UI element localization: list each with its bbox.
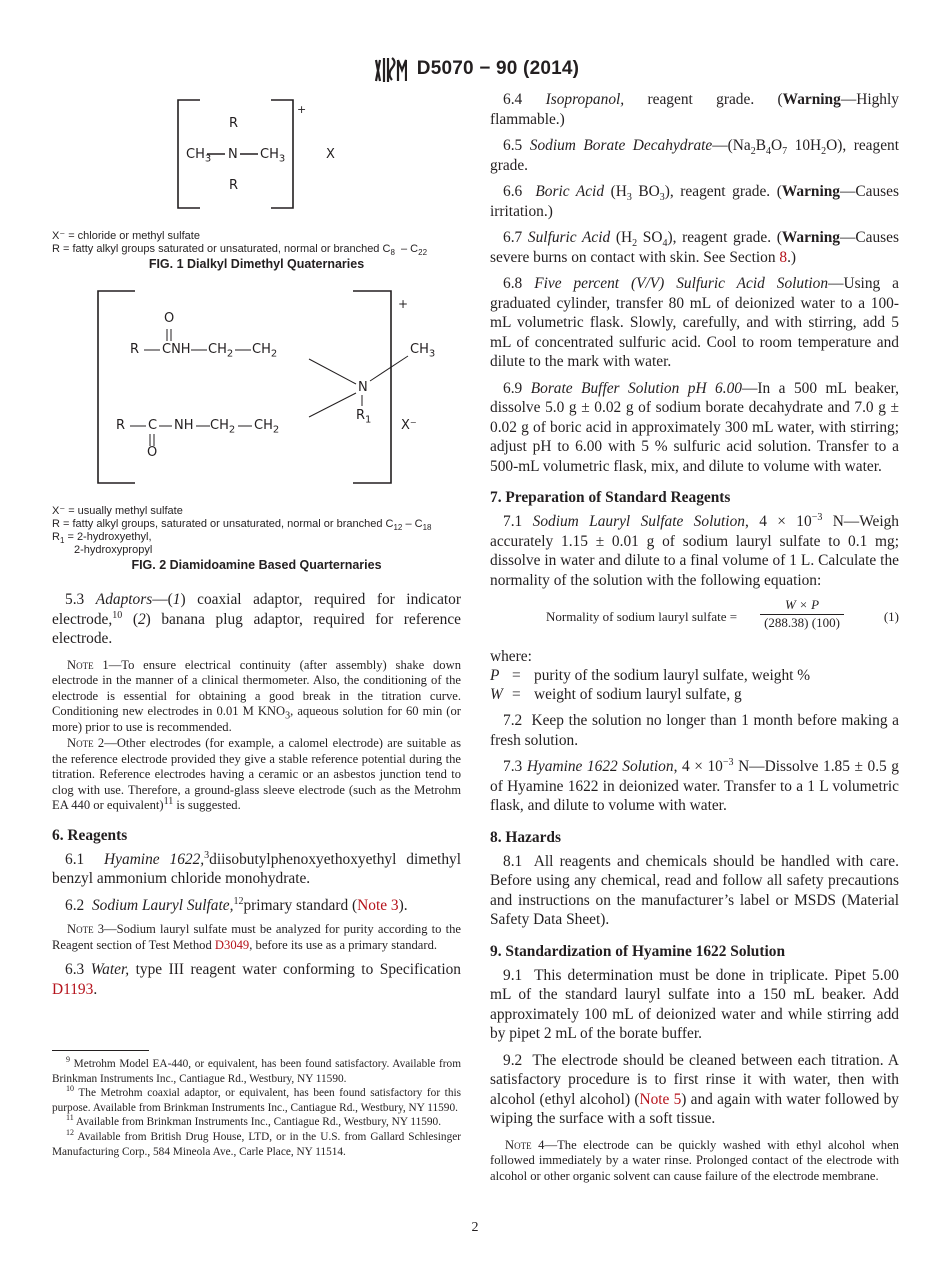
- fig1-ch3-right: $CH_3$: [260, 147, 286, 165]
- fig2-r1: $R_1$: [356, 408, 372, 426]
- fig2-legend-line: R = fatty alkyl groups, saturated or unsaturated, normal or branched $C_{12} - C_{18}$: [52, 518, 432, 533]
- fig1-r-bottom: R: [229, 178, 239, 193]
- note-4: Note 4—The electrode can be quickly washed with ethyl alcohol when followed immediately by a water rinse. Prolonged contact of the electrode with alcohol or other organic solvent can cause failure of the electrode membrane.: [490, 1137, 899, 1183]
- paragraph-9-2: 9.2 The electrode should be cleaned between each titration. A satisfactory procedure is to first rinse it with water, then with alcohol (ethyl alcohol) (Note 5) and again with water followed by wiping the surface with a soft tissue.: [490, 1051, 899, 1127]
- footnotes: [52, 1050, 461, 1159]
- fig1-legend-line: R = fatty alkyl groups saturated or unsaturated, normal or branched $C_8 - C_{22}$: [52, 243, 428, 258]
- fig1-ch3-left: $CH_3$: [186, 147, 212, 165]
- paragraph-8-1: 8.1 All reagents and chemicals should be handled with care. Before using any chemical, read and follow all safety precautions and instructions on the manufacturer’s label or MSDS (Material Safety Data Sheet).: [490, 852, 899, 928]
- document-designation: D5070 − 90 (2014): [416, 58, 580, 79]
- footnote-10: $^{10}$ The Metrohm coaxial adaptor, or equivalent, has been found satisfactory for this purpose. Available from Brinkman Instruments Inc., Cantiague Rd., Westbury, NY 11590.: [52, 1084, 461, 1114]
- paragraph-7-1: 7.1 Sodium Lauryl Sulfate Solution, $4 \times 10^{-3}$ N—Weigh accurately 1.15 ± 0.01 g of sodium lauryl sulfate to 0.1 mg; dissolve in water and dilute to a final volume of 1 L. Calculate the normality of the solution with the following equation:: [490, 511, 899, 589]
- equation-denominator: (288.38) (100): [764, 615, 840, 630]
- equation-number: (1): [883, 609, 899, 624]
- fig1-caption: FIG. 1 Dialkyl Dimethyl Quaternaries: [148, 257, 365, 271]
- paragraph-6-3: 6.3 Water, type III reagent water conforming to Specification D1193.: [52, 961, 461, 998]
- right-column: [490, 90, 899, 1185]
- section-heading-8: 8. Hazards: [490, 828, 561, 846]
- fig2-r-row2: R: [116, 418, 126, 433]
- fig2-ch2-c: $CH_2$: [210, 418, 236, 436]
- figure-2: [52, 283, 461, 505]
- paragraph-5-3: 5.3 Adaptors—(1) coaxial adaptor, required for indicator electrode,$^{10}$ (2) banana plug adaptor, required for reference electrode.: [52, 591, 461, 647]
- paragraph-6-4: 6.4 Isopropanol, reagent grade. (Warning—Highly flammable.): [490, 91, 899, 128]
- fig1-charge: +: [297, 103, 307, 116]
- footnote-divider: [52, 1050, 149, 1051]
- equation-numerator: W × P: [760, 597, 844, 615]
- page-header: [0, 54, 950, 84]
- footnote-9: $^9$ Metrohm Model EA-440, or equivalent, has been found satisfactory. Available from Brinkman Instruments Inc., Cantiague Rd., Westbury, NY 11590.: [52, 1055, 461, 1085]
- d1193-link[interactable]: D1193: [52, 980, 94, 998]
- paragraph-6-7: 6.7 Sulfuric Acid ($H_2$ $SO_4$), reagent grade. (Warning—Causes severe burns on contact with skin. See Section 8.): [490, 229, 899, 266]
- definition-row: P = purity of the sodium lauryl sulfate, weight %: [490, 667, 811, 684]
- fig2-o-bottom: O: [147, 445, 158, 460]
- variable-definitions: [490, 666, 899, 704]
- equation-fraction: [760, 597, 844, 631]
- note-2: Note 2—Other electrodes (for example, a calomel electrode) are suitable as the reference electrode provided they give a stable reference potential during the titration. Reference electrodes having a ceramic or an asbestos junction tend to clog with use. Therefore, a ground-glass sleeve electrode (such as the Metrohm EA 440 or equivalent)$^{11}$ is suggested.: [52, 736, 461, 812]
- fig2-legend-line: X⁻ = usually methyl sulfate: [52, 505, 183, 517]
- paragraph-6-5: 6.5 Sodium Borate $Decahydrate—(Na_2B_4O_7$ $10H_2O$), reagent grade.: [490, 137, 899, 174]
- paragraph-6-9: 6.9 Borate Buffer Solution pH 6.00—In a 500 mL beaker, dissolve 5.0 g ± 0.02 g of sodium borate decahydrate and 7.0 g ± 0.02 g of boric acid in approximately 300 mL water, with stirring; adjust pH to 6.00 with 5 % sulfuric acid solution. Transfer to a 500-mL volumetric flask, mix, and dilute to volume with water.: [490, 379, 900, 475]
- fig2-caption: FIG. 2 Diamidoamine Based Quarternaries: [131, 558, 382, 572]
- footnote-12: $^{12}$ Available from British Drug House, LTD, or in the U.S. from Gallard Schlesinger Manufacturing Corp., 584 Mineola Ave., Carle Place, NY 11514.: [52, 1128, 461, 1158]
- paragraph-9-1: 9.1 This determination must be done in triplicate. Pipet 5.00 mL of the standard lauryl sulfate into a 150 mL beaker. Add approximately 100 mL of deionized water and while stirring add by pipet 2 mL of the borate buffer.: [490, 966, 899, 1042]
- paragraph-7-2: 7.2 Keep the solution no longer than 1 month before making a fresh solution.: [490, 712, 899, 749]
- fig1-n: N: [228, 147, 238, 162]
- footnote-11: $^{11}$ Available from Brinkman Instruments Inc., Cantiague Rd., Westbury, NY 11590.: [66, 1113, 442, 1129]
- footnote-ref-11[interactable]: 11: [163, 795, 174, 807]
- note-3: Note 3—Sodium lauryl sulfate must be analyzed for purity according to the Reagent section of Test Method D3049, before its use as a primary standard.: [52, 922, 461, 952]
- section-heading-6: 6. Reagents: [52, 826, 128, 844]
- figure-1: [52, 90, 461, 230]
- astm-logo-icon: [371, 54, 407, 84]
- note-3-link[interactable]: Note 3: [357, 896, 399, 914]
- fig2-counter-ion: X⁻: [401, 418, 417, 433]
- fig2-ch2-b: $CH_2$: [252, 342, 278, 360]
- equation-lhs: Normality of sodium lauryl sulfate =: [546, 609, 738, 624]
- d3049-link[interactable]: D3049: [214, 937, 250, 952]
- section-8-link[interactable]: 8: [779, 248, 788, 266]
- fig2-nh: NH: [174, 418, 194, 433]
- paragraph-6-2: 6.2 Sodium Lauryl Sulfate,$^{12}$primary standard (Note 3).: [65, 895, 408, 914]
- fig1-counter-ion: X: [326, 147, 335, 162]
- footnote-ref-12[interactable]: 12: [233, 895, 244, 907]
- fig2-c: C: [148, 418, 158, 433]
- equation-1: [490, 597, 899, 639]
- section-heading-7: 7. Preparation of Standard Reagents: [490, 489, 731, 506]
- fig2-legend-line: $R_1$ = 2-hydroxyethyl,: [52, 531, 152, 546]
- fig1-r-top: R: [229, 116, 239, 131]
- note-5-link[interactable]: Note 5: [639, 1090, 682, 1108]
- fig2-legend-line: 2-hydroxypropyl: [74, 544, 153, 556]
- fig1-legend-line: X⁻ = chloride or methyl sulfate: [52, 230, 200, 242]
- fig2-ch2-a: $CH_2$: [208, 342, 234, 360]
- paragraph-6-8: 6.8 Five percent (V/V) Sulfuric Acid Solution—Using a graduated cylinder, transfer 80 mL of deionized water to a 100-mL volumetric flask. Slowly, carefully, and with stirring, add 5 mL of concentrated sulfuric acid. Cool to room temperature and dilute to the mark with water.: [490, 275, 899, 370]
- fig2-ch2-d: $CH_2$: [254, 418, 280, 436]
- paragraph-7-3: 7.3 Hyamine 1622 Solution, $4 \times 10^{-3}$ N—Dissolve 1.85 ± 0.5 g of Hyamine 1622 in deionized water. Transfer to a 1 L volumetric flask, and dilute to volume with water.: [490, 756, 899, 814]
- fig2-n: N: [358, 380, 368, 395]
- fig2-ch3: $CH_3$: [410, 342, 436, 360]
- fig2-cnh: CNH: [162, 342, 191, 357]
- left-column: [52, 90, 461, 1006]
- where-label: where:: [490, 648, 532, 665]
- page-number: 2: [471, 1220, 479, 1235]
- fig2-legend: [52, 505, 461, 557]
- definition-row: W = weight of sodium lauryl sulfate, g: [490, 686, 742, 703]
- fig1-legend: [52, 230, 461, 256]
- footnote-ref-10[interactable]: 10: [112, 609, 123, 621]
- paragraph-6-6: 6.6 Boric Acid ($H_3$ $BO_3$), reagent grade. (Warning—Causes irritation.): [490, 183, 899, 220]
- footnote-ref-3[interactable]: 3: [204, 849, 210, 861]
- fig2-charge: +: [398, 297, 409, 311]
- section-heading-9: 9. Standardization of Hyamine 1622 Solution: [490, 942, 786, 960]
- fig2-o-top: O: [164, 311, 175, 326]
- fig2-structure-diagram: [52, 283, 461, 505]
- paragraph-6-1: 6.1 Hyamine 1622,$^3$diisobutylphenoxyethoxyethyl dimethyl benzyl ammonium chloride monohydrate.: [52, 849, 461, 887]
- note-1: Note 1—To ensure electrical continuity (after assembly) shake down electrode in the manner of a clinical thermometer. Also, the conditioning of the electrode is essential for obtaining a good break in the titration curve. Conditioning new electrodes in 0.01 M $KNO_3$, aqueous solution for 60 min (or more) prior to use is recommended.: [52, 657, 461, 734]
- fig1-structure-diagram: [52, 90, 461, 230]
- fig2-r-row1: R: [130, 342, 140, 357]
